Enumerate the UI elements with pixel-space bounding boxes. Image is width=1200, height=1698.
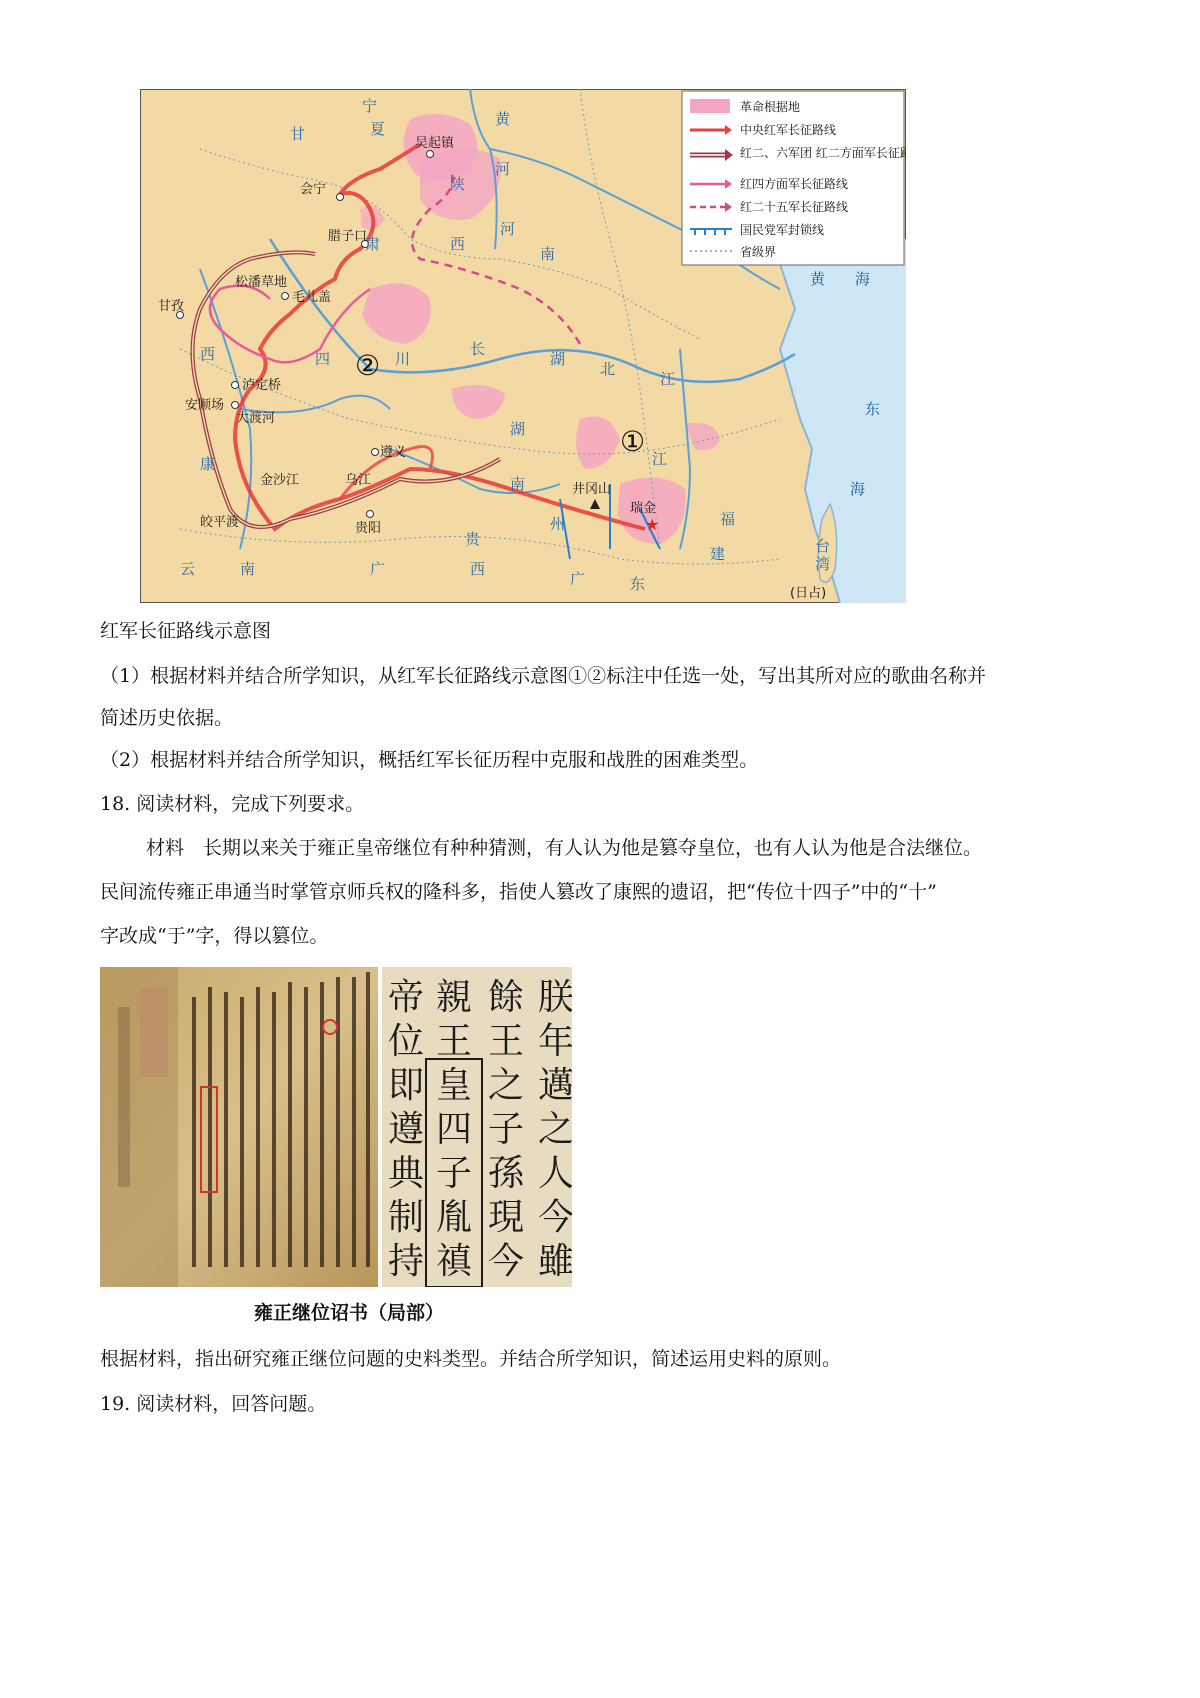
- svg-text:四: 四: [315, 350, 331, 368]
- place-ruijin: 瑞金: [630, 501, 657, 516]
- svg-text:北: 北: [600, 360, 616, 378]
- svg-text:台: 台: [815, 537, 831, 555]
- svg-text:红二十五军长征路线: 红二十五军长征路线: [740, 200, 849, 214]
- svg-text:之: 之: [488, 1065, 525, 1106]
- svg-text:湖: 湖: [550, 350, 566, 368]
- long-march-map: [140, 89, 906, 603]
- question-17-1-cont: 简述历史依据。: [100, 707, 234, 729]
- svg-text:西: 西: [450, 235, 466, 253]
- svg-text:親: 親: [436, 977, 473, 1018]
- svg-text:位: 位: [388, 1021, 425, 1062]
- material-line-2: 民间流传雍正串通当时掌管京师兵权的隆科多，指使人篡改了康熙的遗诏，把“传位十四子”中的“十”: [100, 881, 937, 903]
- material-line-3: 字改成“于”字，得以篡位。: [100, 925, 329, 947]
- map-caption: 红军长征路线示意图: [100, 620, 272, 642]
- svg-text:今: 今: [488, 1241, 525, 1282]
- taiwan-note: (日占): [790, 586, 827, 601]
- svg-text:現: 現: [488, 1197, 525, 1238]
- question-19-title: 19. 阅读材料，回答问题。: [100, 1393, 327, 1415]
- svg-text:州: 州: [550, 515, 566, 533]
- svg-text:邁: 邁: [538, 1065, 572, 1106]
- svg-text:今: 今: [538, 1197, 572, 1238]
- svg-text:遵: 遵: [388, 1109, 425, 1150]
- place-jiaopingdu: 皎平渡: [200, 515, 240, 530]
- place-ludingqiao: 泸定桥: [242, 378, 282, 393]
- svg-text:之: 之: [538, 1109, 572, 1150]
- marker-two: ②: [355, 349, 381, 382]
- question-18-title: 18. 阅读材料，完成下列要求。: [100, 793, 365, 815]
- svg-text:西: 西: [200, 345, 216, 363]
- svg-text:红二、六军团 红二方面军长征路线: 红二、六军团 红二方面军长征路线: [740, 146, 906, 160]
- svg-text:红四方面军长征路线: 红四方面军长征路线: [740, 177, 849, 191]
- svg-text:制: 制: [388, 1197, 425, 1238]
- svg-text:湾: 湾: [815, 555, 831, 573]
- svg-text:甘: 甘: [290, 125, 306, 143]
- svg-text:四: 四: [436, 1109, 473, 1150]
- svg-text:雖: 雖: [538, 1241, 572, 1282]
- svg-text:长: 长: [470, 340, 486, 358]
- svg-text:王: 王: [436, 1021, 473, 1062]
- edict-image: [100, 967, 572, 1287]
- svg-text:餘: 餘: [488, 977, 525, 1018]
- svg-text:典: 典: [388, 1153, 425, 1194]
- svg-text:广: 广: [570, 570, 586, 588]
- star-icon: ★: [645, 515, 660, 534]
- svg-text:黄: 黄: [495, 110, 511, 128]
- place-huining: 会宁: [300, 182, 327, 197]
- question-17-2: （2）根据材料并结合所学知识，概括红军长征历程中克服和战胜的困难类型。: [100, 749, 759, 771]
- svg-text:建: 建: [710, 545, 726, 563]
- svg-text:夏: 夏: [370, 120, 386, 138]
- svg-text:子: 子: [436, 1153, 473, 1194]
- marker-one: ①: [620, 425, 646, 458]
- svg-text:孫: 孫: [488, 1153, 525, 1194]
- place-lazikou: 腊子口: [328, 229, 368, 244]
- svg-text:人: 人: [538, 1153, 572, 1194]
- svg-text:广: 广: [370, 560, 386, 578]
- svg-text:川: 川: [395, 350, 411, 368]
- svg-text:胤: 胤: [436, 1197, 473, 1238]
- place-zunyi: 遵义: [380, 445, 407, 460]
- svg-text:河: 河: [500, 220, 516, 238]
- svg-text:黄: 黄: [810, 270, 826, 288]
- svg-text:帝: 帝: [388, 977, 425, 1018]
- edict-svg: [100, 967, 572, 1287]
- svg-text:江: 江: [660, 370, 676, 388]
- svg-text:海: 海: [850, 480, 866, 498]
- svg-text:王: 王: [488, 1021, 525, 1062]
- svg-text:湖: 湖: [510, 420, 526, 438]
- svg-text:云: 云: [180, 560, 196, 578]
- svg-text:南: 南: [240, 560, 256, 578]
- svg-text:皇: 皇: [436, 1065, 473, 1106]
- svg-text:革命根据地: 革命根据地: [740, 100, 801, 114]
- svg-text:南: 南: [510, 475, 526, 493]
- svg-text:西: 西: [470, 560, 486, 578]
- svg-text:年: 年: [538, 1021, 572, 1062]
- place-jinggangshan: 井冈山: [572, 482, 612, 497]
- base-area-swatch-icon: [690, 99, 730, 113]
- svg-text:江: 江: [652, 450, 668, 468]
- svg-text:福: 福: [720, 510, 736, 528]
- map-legend: [682, 91, 906, 265]
- svg-text:河: 河: [495, 160, 511, 178]
- place-wuqizhen: 吴起镇: [415, 136, 455, 151]
- place-maoergai: 毛儿盖: [292, 290, 332, 305]
- svg-text:东: 东: [630, 575, 646, 593]
- svg-text:中央红军长征路线: 中央红军长征路线: [740, 123, 837, 137]
- place-guiyang: 贵阳: [355, 521, 382, 536]
- svg-text:即: 即: [388, 1065, 425, 1106]
- svg-text:肃: 肃: [365, 235, 381, 253]
- place-jinshajiang: 金沙江: [260, 473, 300, 488]
- place-songpan: 松潘草地: [235, 275, 288, 290]
- svg-text:禛: 禛: [436, 1241, 473, 1282]
- svg-text:南: 南: [540, 245, 556, 263]
- svg-text:陕: 陕: [450, 175, 466, 193]
- place-ganzi: 甘孜: [158, 299, 185, 314]
- place-daduhe: 大渡河: [236, 411, 276, 426]
- svg-text:子: 子: [488, 1109, 525, 1150]
- svg-text:海: 海: [855, 270, 871, 288]
- svg-text:贵: 贵: [465, 530, 481, 548]
- map-svg: [140, 89, 906, 603]
- svg-text:省级界: 省级界: [740, 245, 777, 259]
- svg-text:国民党军封锁线: 国民党军封锁线: [740, 223, 825, 237]
- question-18-ask: 根据材料，指出研究雍正继位问题的史料类型。并结合所学知识，简述运用史料的原则。: [100, 1348, 842, 1370]
- svg-text:持: 持: [388, 1241, 425, 1282]
- place-anshunchang: 安顺场: [185, 398, 225, 413]
- material-line-1: 材料 长期以来关于雍正皇帝继位有种种猜测，有人认为他是篡夺皇位，也有人认为他是合法继位。: [146, 837, 983, 859]
- question-17-1: （1）根据材料并结合所学知识，从红军长征路线示意图①②标注中任选一处，写出其所对应的歌曲名称并: [100, 665, 987, 687]
- svg-text:朕: 朕: [538, 977, 572, 1018]
- place-wujiang: 乌江: [345, 473, 372, 488]
- edict-caption: 雍正继位诏书（局部）: [254, 1302, 445, 1324]
- svg-text:东: 东: [865, 400, 881, 418]
- svg-text:宁: 宁: [362, 97, 378, 115]
- svg-text:康: 康: [200, 455, 216, 473]
